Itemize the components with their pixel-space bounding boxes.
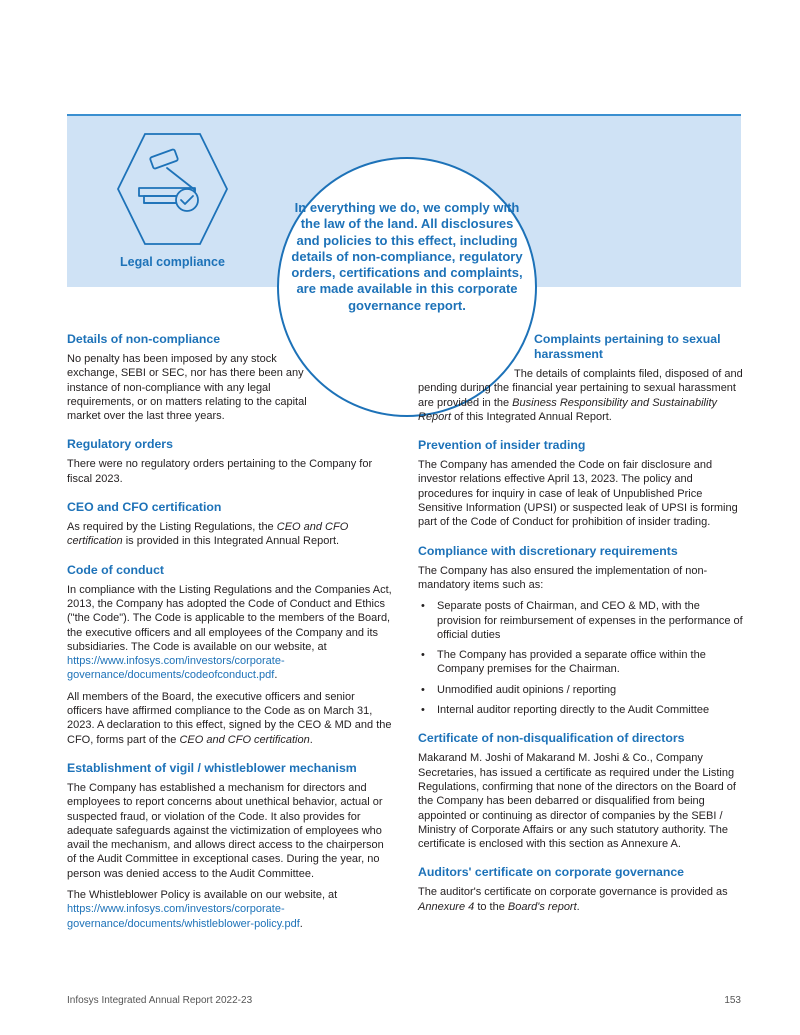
footer-title: Infosys Integrated Annual Report 2022-23	[67, 995, 253, 1006]
section-title: Regulatory orders	[67, 437, 173, 452]
section-discretionary-requirements	[418, 544, 743, 718]
pull-quote: In everything we do, we comply with the law of the land. All disclosures and policies to this effect, including details of non-compliance, regulatory orders, certifications and complaints, are made available in this corporate governance report.	[291, 200, 523, 313]
bullet-list	[418, 599, 743, 717]
section-body	[418, 885, 743, 914]
page-number: 153	[724, 995, 741, 1006]
section-title: Details of non-compliance	[67, 332, 221, 346]
section-body	[418, 367, 743, 424]
section-insider-trading	[418, 438, 743, 529]
body-text: of this Integrated Annual Report.	[451, 410, 612, 423]
section-vigil-mechanism	[67, 761, 392, 931]
list-item: • Separate posts of Chairman, and CEO & MD, with the provision for reimbursement of expenses in the performance of official duties	[418, 599, 743, 642]
body-text: is provided in this Integrated Annual Report.	[122, 535, 340, 548]
right-column	[418, 332, 743, 928]
section-body: No penalty has been imposed by any stock exchange, SEBI or SEC, nor has there been any instance of non-compliance with any legal requirements, or on matters relating to the capital market over the last three years.	[67, 353, 307, 423]
section-auditors-certificate	[418, 865, 743, 914]
section-body: Makarand M. Joshi of Makarand M. Joshi & Co., Company Secretaries, has issued a certificate as required under the Listing Regulations, confirming that none of the directors on the Board of the Company has been debarred or disqualified from being appointed or continuing as director of companies by the SEBI / Ministry of Corporate Affairs or any such statutory authority. The certificate is enclosed with this section as Annexure A.	[418, 752, 736, 851]
section-body	[67, 690, 392, 747]
section-body: There were no regulatory orders pertaining to the Company for fiscal 2023.	[67, 458, 373, 485]
section-sexual-harassment	[418, 332, 743, 424]
section-body: The Company has amended the Code on fair disclosure and investor relations effective April 13, 2023. The policy and procedures for inquiry in case of leak of Unpublished Price Sensitive Information (UPSI) or suspected leak of UPSI is forming part of the Code of Conduct for prohibition of insider trading.	[418, 459, 738, 529]
section-title: Complaints pertaining to sexual harassment	[534, 332, 721, 361]
section-title: Establishment of vigil / whistleblower mechanism	[67, 760, 357, 775]
whistleblower-policy-link[interactable]: https://www.infosys.com/investors/corporate-governance/documents/whistleblower-policy.pdf	[67, 903, 300, 930]
section-title: Compliance with discretionary requirements	[418, 543, 678, 558]
section-body: The Company has established a mechanism for directors and employees to report concerns about unethical behavior, actual or suspected fraud, or violation of the Code. It also provides for adequate safeguards against the victimization of employees who avail the mechanism, and allows direct access to the chairperson of the Audit Committee in exceptional cases. During the year, no person was denied access to the Audit Committee.	[67, 781, 384, 880]
section-title: Code of conduct	[67, 562, 165, 577]
section-body	[67, 520, 392, 549]
body-emphasis: Annexure 4	[418, 900, 475, 913]
section-body: The Whistleblower Policy is available on our website, at https://www.infosys.com/investors/corporate-governance/documents/whistleblower-policy.pdf.	[67, 889, 338, 930]
section-code-of-conduct	[67, 563, 392, 747]
code-of-conduct-link[interactable]: https://www.infosys.com/investors/corporate-governance/documents/codeofconduct.pdf	[67, 655, 285, 682]
section-body: In compliance with the Listing Regulations and the Companies Act, 2013, the Company has adopted the Code of Conduct and Ethics ("the Code"). The Code is applicable to the members of the Board, the executive officers and all employees of the Company and its subsidiaries. The Code is available on our website, at https://www.infosys.com/investors/corporate-governance/documents/codeofconduct.pdf.	[67, 583, 392, 682]
body-text: The auditor's certificate on corporate governance is provided as	[418, 886, 728, 899]
section-body: The Company has also ensured the implementation of non-mandatory items such as:	[418, 564, 708, 591]
body-text: .	[576, 900, 580, 913]
body-emphasis: CEO and CFO certification	[67, 521, 349, 548]
left-column	[67, 332, 392, 945]
gavel-certificate-icon	[115, 130, 230, 248]
body-text: The Whistleblower Policy is available on our website, at	[67, 889, 338, 902]
list-item: • The Company has provided a separate office within the Company premises for the Chairman.	[418, 648, 743, 677]
body-text: The details of complaints filed, disposed of and pending during the financial year pertaining to sexual harassment are provided in the	[418, 368, 743, 409]
body-text: .	[309, 733, 313, 746]
section-ceo-cfo-certification	[67, 500, 392, 549]
section-regulatory-orders	[67, 437, 392, 486]
banner-label: Legal compliance	[120, 255, 225, 269]
body-text: All members of the Board, the executive officers and senior officers have affirmed compliance to the Code as on March 31, 2023. A declaration to this effect, signed by the CEO & MD and the CFO, forms part of the	[67, 690, 392, 746]
section-non-compliance	[67, 332, 392, 423]
body-text: to the	[474, 900, 508, 913]
section-title: Auditors' certificate on corporate governance	[418, 865, 685, 880]
section-title: Certificate of non-disqualification of directors	[418, 731, 685, 746]
body-emphasis: Business Responsibility and Sustainability Report	[418, 396, 718, 423]
section-title: CEO and CFO certification	[67, 500, 222, 515]
list-item: • Unmodified audit opinions / reporting	[418, 683, 743, 697]
body-emphasis: CEO and CFO certification	[179, 733, 310, 746]
list-item: • Internal auditor reporting directly to the Audit Committee	[418, 703, 743, 717]
section-non-disqualification	[418, 731, 743, 851]
body-text: As required by the Listing Regulations, the	[67, 521, 277, 534]
body-emphasis: Board's report	[507, 900, 577, 913]
body-text: In compliance with the Listing Regulations and the Companies Act, 2013, the Company has adopted the Code of Conduct and Ethics ("the Code"). The Code is applicable to the members of the Board, the executive officers and all employees of the Company and its subsidiaries. The Code is available on our website, at	[67, 583, 392, 653]
section-title: Prevention of insider trading	[418, 438, 586, 453]
